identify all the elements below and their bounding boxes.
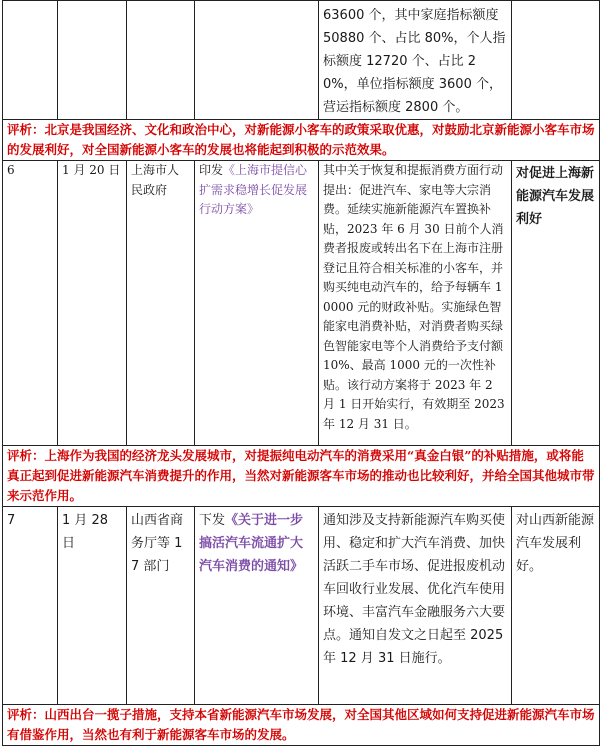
issuer-cell: 上海市人民政府 xyxy=(127,161,195,446)
policy-table xyxy=(2,0,600,746)
evaluation-text: 评析：北京是我国经济、文化和政治中心，对新能源小客车的政策采取优惠，对鼓励北京新能源小客车市场的发展利好，对全国新能源小客车的发展也将能起到积极的示范效果。 xyxy=(3,120,600,161)
table-row xyxy=(3,507,600,705)
document-title-link[interactable]: 《关于进一步搞活汽车流通扩大汽车消费的通知》 xyxy=(199,513,304,574)
document-action: 印发 xyxy=(199,163,224,177)
no-cell: 7 xyxy=(3,507,58,705)
content-cell: 其中关于恢复和提振消费方面行动提出：促进汽车、家电等大宗消费。延续实施新能源汽车置换补贴，2023 年 6 月 30 日前个人消费者报废或转出名下在上海市注册登记且符合相关标准的小客车，并购买纯电动汽车的，给予每辆车 10000 元的财政补贴。实施绿色智能家电消费补贴，对消费者购买绿色智能家电等个人消费给予支付额 10%、最高 1000 元的一次性补贴。该行动方案将于 2023 年 2 月 1 日开始实行，有效期至 2023 年 12 月 31 日。 xyxy=(319,161,512,446)
date-cell: 1 月 28 日 xyxy=(58,507,127,705)
document-action: 下发 xyxy=(199,513,226,528)
effect-cell: 对山西新能源汽车发展利好。 xyxy=(512,507,600,705)
document-cell xyxy=(195,507,319,705)
evaluation-row xyxy=(3,120,600,161)
document-title-link[interactable]: 《上海市提信心扩需求稳增长促发展行动方案》 xyxy=(199,163,308,216)
issuer-cell xyxy=(127,1,195,120)
evaluation-text: 评析：山西出台一揽子措施，支持本省新能源汽车市场发展，对全国其他区域如何支持促进新能源汽车市场有借鉴作用，当然也有利于新能源客车市场的发展。 xyxy=(3,705,600,746)
effect-cell xyxy=(512,1,600,120)
content-cell: 63600 个，其中家庭指标额度 50880 个、占比 80%，个人指标额度 12720 个、占比 20%，单位指标额度 3600 个，营运指标额度 2800 个。 xyxy=(319,1,512,120)
no-cell xyxy=(3,1,58,120)
date-cell: 1 月 20 日 xyxy=(58,161,127,446)
evaluation-row xyxy=(3,705,600,746)
issuer-cell: 山西省商务厅等 17 部门 xyxy=(127,507,195,705)
date-cell xyxy=(58,1,127,120)
no-cell: 6 xyxy=(3,161,58,446)
evaluation-text: 评析：上海作为我国的经济龙头发展城市，对提振纯电动汽车的消费采用“真金白银”的补贴措施，或将能真正起到促进新能源汽车消费提升的作用，当然对新能源客车市场的推动也比较利好，并给全国其他城市带来示范作用。 xyxy=(3,446,600,507)
document-cell xyxy=(195,161,319,446)
table-row xyxy=(3,161,600,446)
table-row xyxy=(3,1,600,120)
document-cell xyxy=(195,1,319,120)
evaluation-row xyxy=(3,446,600,507)
content-cell: 通知涉及支持新能源汽车购买使用、稳定和扩大汽车消费、加快活跃二手车市场、促进报废机动车回收行业发展、优化汽车使用环境、丰富汽车金融服务六大要点。通知自发文之日起至 2025 年 12 月 31 日施行。 xyxy=(319,507,512,705)
effect-cell: 对促进上海新能源汽车发展利好 xyxy=(512,161,600,446)
